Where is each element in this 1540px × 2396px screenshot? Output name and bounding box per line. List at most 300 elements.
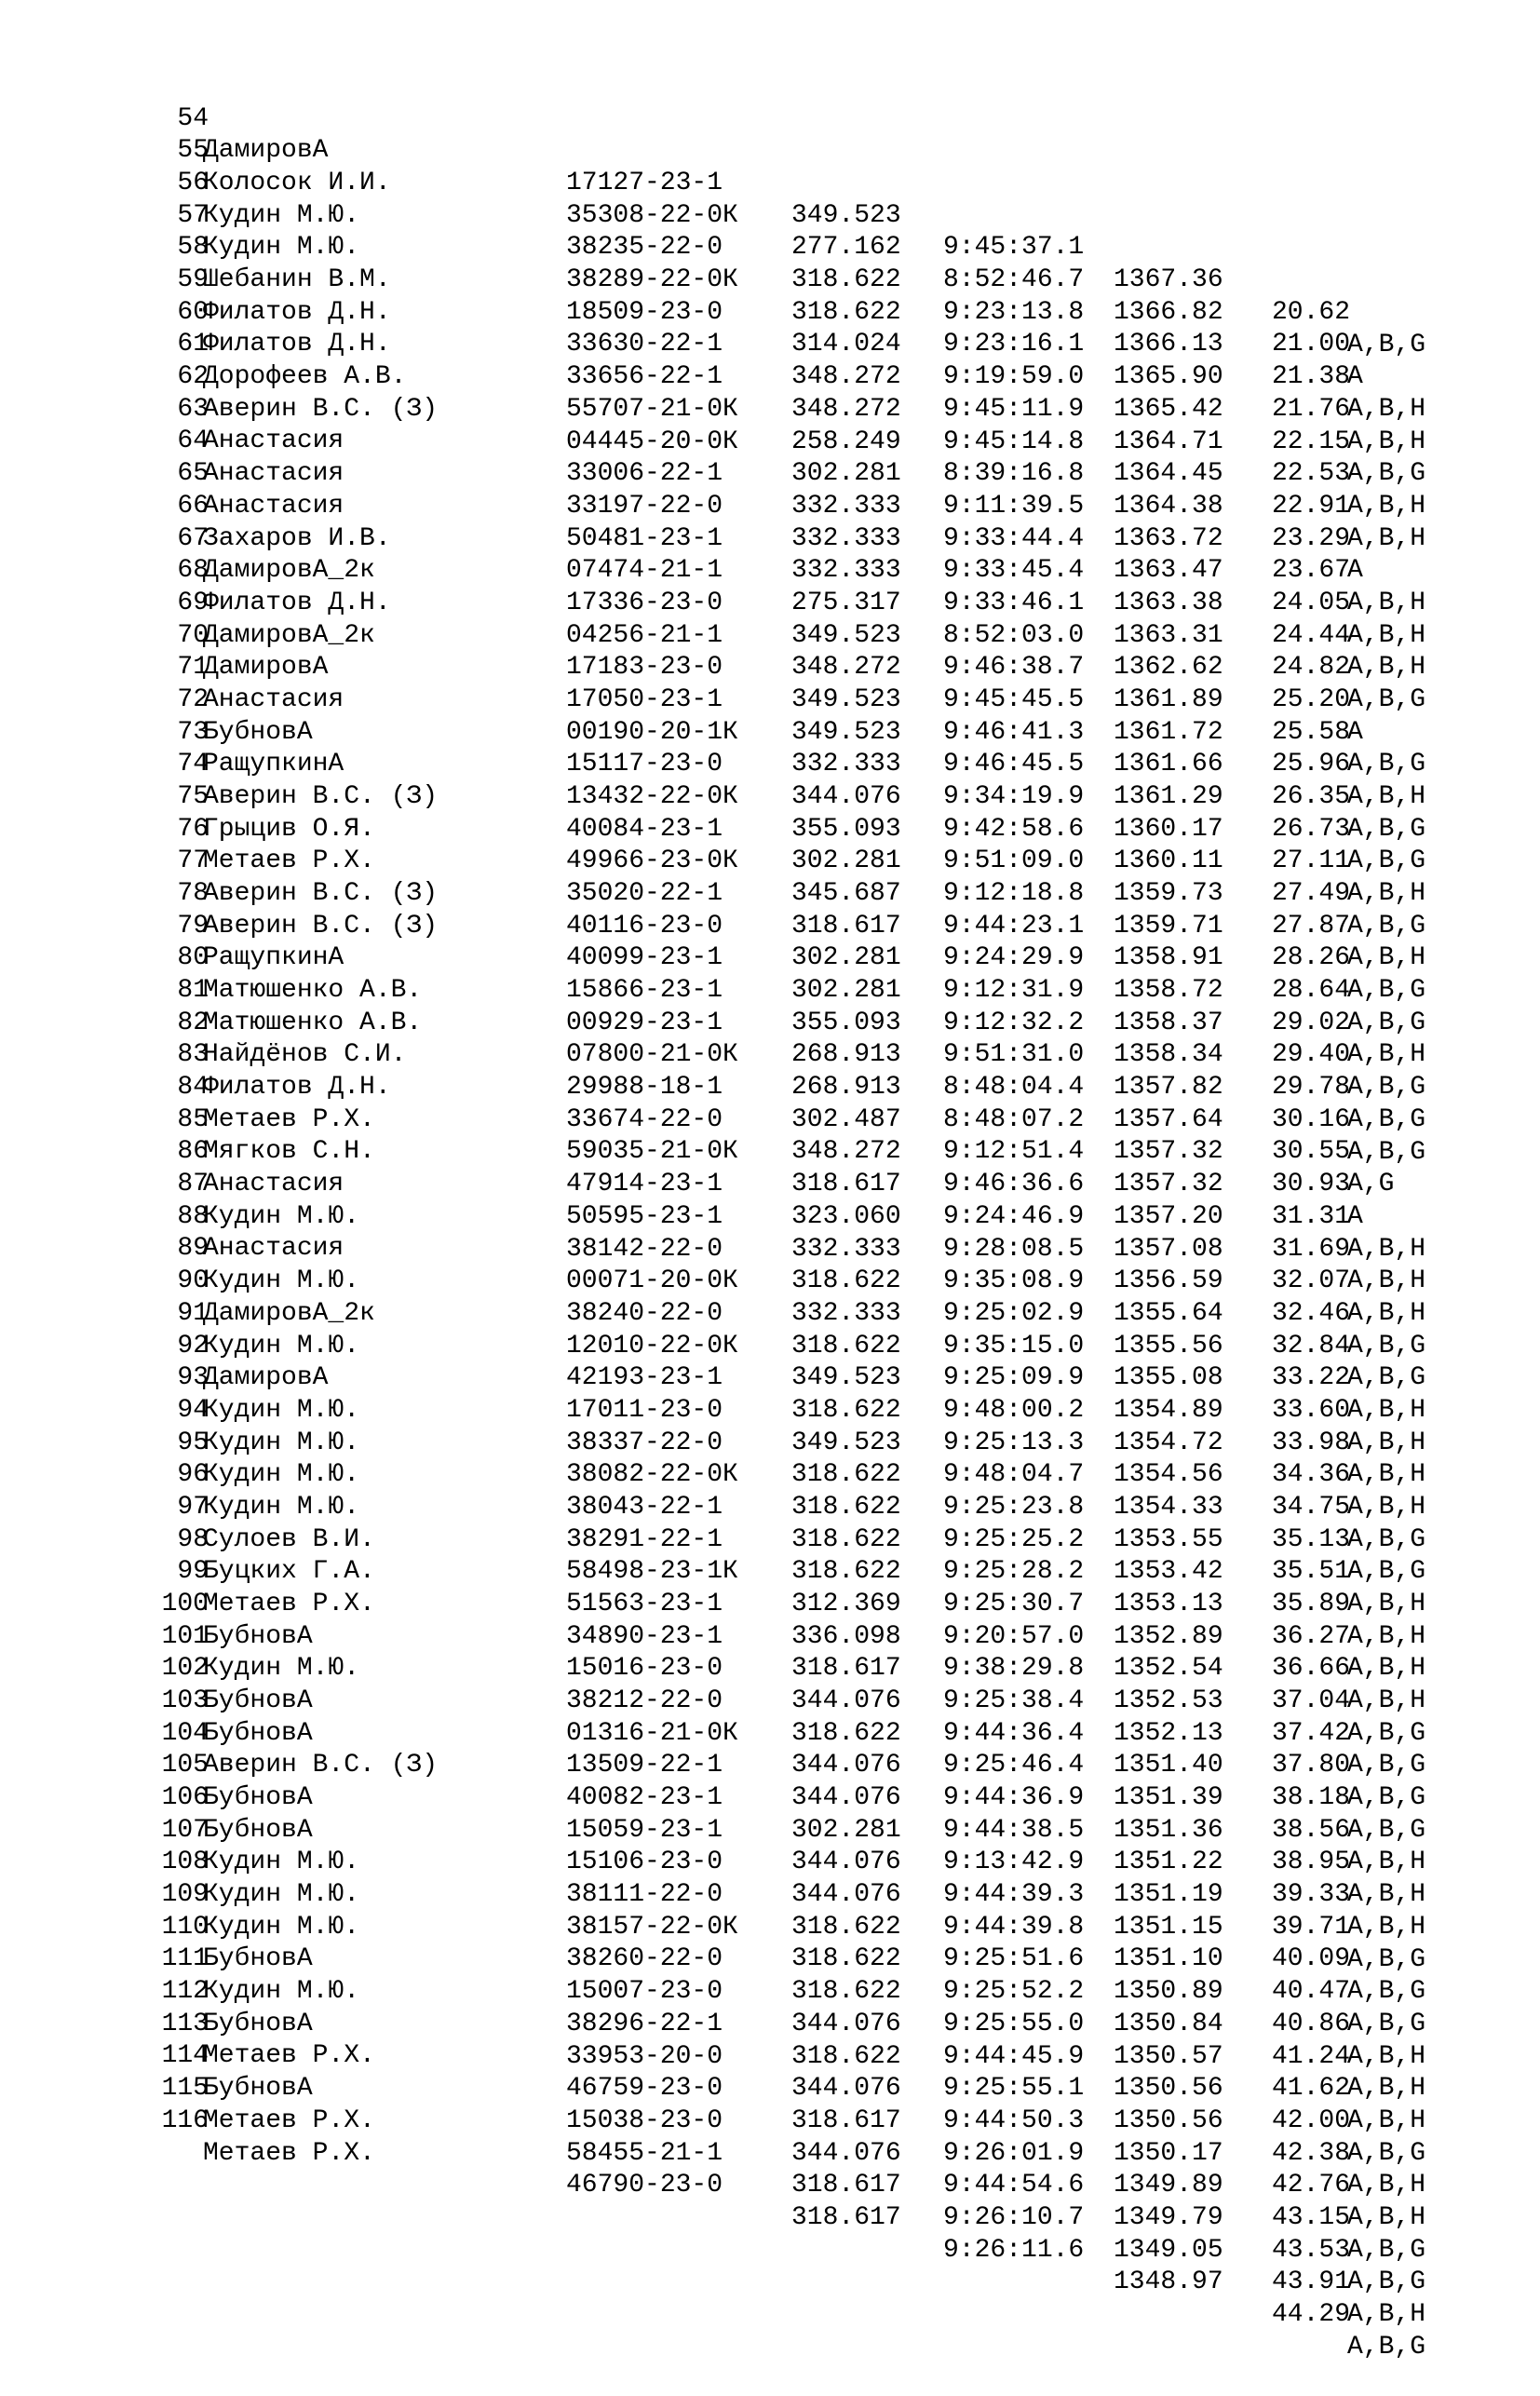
coefficient-value: 27.49 <box>1272 879 1351 909</box>
ring-number: 38157-22-0К <box>566 1912 738 1942</box>
speed-value: 1350.17 <box>1114 2138 1223 2168</box>
arrival-time: 9:46:41.3 <box>943 717 1085 747</box>
category-flags: A,B,H <box>1347 1460 1426 1490</box>
coefficient-value: 31.31 <box>1272 1201 1351 1231</box>
distance-value: 332.333 <box>791 556 901 586</box>
ring-number: 17336-23-0 <box>566 588 723 617</box>
participant-name: Аверин В.С. (З) <box>203 394 439 424</box>
arrival-time: 9:44:38.5 <box>943 1815 1085 1845</box>
distance-value: 349.523 <box>791 620 901 650</box>
participant-name: Грыцив О.Я. <box>203 814 375 844</box>
place-number: 103 <box>161 1686 209 1715</box>
category-flags: A,B,H <box>1347 1912 1426 1942</box>
distance-value: 302.281 <box>791 846 901 876</box>
place-number: 97 <box>177 1492 209 1522</box>
distance-value: 318.622 <box>791 1557 901 1587</box>
arrival-time: 9:33:44.4 <box>943 523 1085 553</box>
category-flags: A <box>1347 556 1363 586</box>
category-flags: A,B,H <box>1347 782 1426 812</box>
category-flags: A,B,H <box>1347 1590 1426 1619</box>
participant-name: Дорофеев А.В. <box>203 362 407 392</box>
coefficient-value: 35.89 <box>1272 1590 1351 1618</box>
participant-name: Мягков С.Н. <box>203 1137 375 1167</box>
distance-value: 344.076 <box>791 2009 901 2038</box>
place-number: 87 <box>177 1170 209 1199</box>
category-flags: A,B,H <box>1347 1686 1426 1716</box>
ring-number: 40099-23-1 <box>566 943 723 973</box>
arrival-time: 9:45:37.1 <box>943 233 1085 263</box>
coefficient-value: 36.27 <box>1272 1621 1351 1651</box>
distance-value: 318.622 <box>791 1944 901 1974</box>
speed-value: 1351.39 <box>1114 1783 1223 1813</box>
coefficient-value: 42.76 <box>1272 2171 1351 2200</box>
ring-number: 46759-23-0 <box>566 2074 723 2104</box>
place-number: 65 <box>177 459 209 489</box>
category-flags: A,B,H <box>1347 1234 1426 1264</box>
arrival-time: 9:12:18.8 <box>943 879 1085 909</box>
speed-value: 1354.89 <box>1114 1395 1223 1425</box>
participant-name: Колосок И.И. <box>203 169 391 198</box>
place-number: 90 <box>177 1266 209 1296</box>
arrival-time: 9:44:39.3 <box>943 1880 1085 1910</box>
participant-name: ДамировА <box>203 653 329 683</box>
ring-number: 04445-20-0К <box>566 426 738 456</box>
place-number: 104 <box>161 1718 209 1748</box>
category-flags: A,B,H <box>1347 1395 1426 1425</box>
ring-number: 38142-22-0 <box>566 1234 723 1264</box>
coefficient-value: 40.86 <box>1272 2009 1351 2038</box>
ring-number: 17127-23-1 <box>566 169 723 198</box>
coefficient-value: 40.09 <box>1272 1944 1351 1974</box>
coefficient-value: 27.87 <box>1272 911 1351 941</box>
category-flags: A,B,H <box>1347 426 1426 456</box>
coefficient-value: 20.62 <box>1272 297 1351 327</box>
category-flags: A,B,G <box>1347 1073 1426 1103</box>
coefficient-value: 25.58 <box>1272 717 1351 747</box>
distance-value: 318.617 <box>791 2202 901 2232</box>
category-flags: A <box>1347 1201 1363 1231</box>
speed-value: 1351.40 <box>1114 1751 1223 1780</box>
participant-name: РащупкинА <box>203 750 344 779</box>
participant-name: Кудин М.Ю. <box>203 1331 360 1360</box>
arrival-time: 9:46:36.6 <box>943 1170 1085 1199</box>
category-flags: A,B,G <box>1347 2267 1426 2297</box>
category-flags: A,B,G <box>1347 2332 1426 2362</box>
place-number: 107 <box>161 1815 209 1845</box>
arrival-time: 9:26:10.7 <box>943 2202 1085 2232</box>
coefficient-value: 42.00 <box>1272 2105 1351 2135</box>
place-number: 93 <box>177 1363 209 1393</box>
coefficient-value: 22.53 <box>1272 459 1351 489</box>
category-flags: A,B,H <box>1347 1654 1426 1684</box>
speed-value: 1363.72 <box>1114 523 1223 553</box>
distance-value: 318.617 <box>791 911 901 941</box>
distance-value: 332.333 <box>791 750 901 779</box>
coefficient-value: 35.51 <box>1272 1557 1351 1587</box>
place-number: 82 <box>177 1008 209 1037</box>
ring-number: 15007-23-0 <box>566 1977 723 2007</box>
arrival-time: 9:25:09.9 <box>943 1363 1085 1393</box>
speed-value: 1355.56 <box>1114 1331 1223 1360</box>
arrival-time: 9:25:28.2 <box>943 1557 1085 1587</box>
place-number: 71 <box>177 653 209 683</box>
place-number: 57 <box>177 200 209 230</box>
participant-name: Филатов Д.Н. <box>203 1073 391 1103</box>
place-number: 80 <box>177 943 209 973</box>
distance-value: 318.622 <box>791 265 901 295</box>
arrival-time: 9:45:45.5 <box>943 684 1085 714</box>
category-flags: A,B,H <box>1347 523 1426 553</box>
speed-value: 1357.20 <box>1114 1201 1223 1231</box>
distance-value: 336.098 <box>791 1621 901 1651</box>
place-number: 66 <box>177 491 209 521</box>
arrival-time: 9:25:13.3 <box>943 1428 1085 1457</box>
coefficient-value: 23.29 <box>1272 523 1351 553</box>
speed-value: 1350.56 <box>1114 2105 1223 2135</box>
arrival-time: 9:26:01.9 <box>943 2138 1085 2168</box>
participant-name: Метаев Р.Х. <box>203 1104 375 1134</box>
participant-name: Буцких Г.А. <box>203 1557 375 1587</box>
place-number: 105 <box>161 1751 209 1780</box>
speed-value: 1367.36 <box>1114 265 1223 295</box>
participant-name: Кудин М.Ю. <box>203 1266 360 1296</box>
participant-name: Кудин М.Ю. <box>203 1428 360 1457</box>
category-flags: A,B,H <box>1347 1428 1426 1457</box>
speed-value: 1353.42 <box>1114 1557 1223 1587</box>
distance-value: 349.523 <box>791 200 901 230</box>
ring-number: 38289-22-0К <box>566 265 738 295</box>
participant-name: Метаев Р.Х. <box>203 2105 375 2135</box>
place-number: 56 <box>177 169 209 198</box>
participant-name: Кудин М.Ю. <box>203 200 360 230</box>
coefficient-value: 23.67 <box>1272 556 1351 586</box>
place-number: 68 <box>177 556 209 586</box>
place-number: 85 <box>177 1104 209 1134</box>
participant-name: Анастасия <box>203 426 344 456</box>
participant-name: Кудин М.Ю. <box>203 1492 360 1522</box>
category-flags: A,G <box>1347 1170 1395 1199</box>
speed-value: 1352.13 <box>1114 1718 1223 1748</box>
ring-number: 38212-22-0 <box>566 1686 723 1716</box>
place-number: 116 <box>161 2105 209 2135</box>
coefficient-value: 24.82 <box>1272 653 1351 683</box>
speed-value: 1351.10 <box>1114 1944 1223 1974</box>
coefficient-value: 33.22 <box>1272 1363 1351 1393</box>
category-flags: A,B,G <box>1347 1331 1426 1360</box>
arrival-time: 8:52:46.7 <box>943 265 1085 295</box>
speed-value: 1361.66 <box>1114 750 1223 779</box>
place-number: 63 <box>177 394 209 424</box>
participant-name: БубновА <box>203 1621 313 1651</box>
participant-name: ДамировА_2к <box>203 1298 375 1328</box>
category-flags: A,B,G <box>1347 1718 1426 1748</box>
category-flags: A,B,H <box>1347 1880 1426 1910</box>
distance-value: 349.523 <box>791 717 901 747</box>
ring-number: 12010-22-0К <box>566 1331 738 1360</box>
category-flags: A,B,H <box>1347 394 1426 424</box>
place-number: 76 <box>177 814 209 844</box>
arrival-time: 9:25:46.4 <box>943 1751 1085 1780</box>
coefficient-value: 26.73 <box>1272 814 1351 844</box>
arrival-time: 9:46:45.5 <box>943 750 1085 779</box>
place-number: 78 <box>177 879 209 908</box>
distance-value: 348.272 <box>791 1137 901 1167</box>
coefficient-value: 37.04 <box>1272 1686 1351 1716</box>
category-flags: A,B,G <box>1347 1104 1426 1134</box>
participant-name: Анастасия <box>203 684 344 714</box>
coefficient-value: 33.60 <box>1272 1395 1351 1425</box>
speed-value: 1351.36 <box>1114 1815 1223 1845</box>
place-number: 77 <box>177 846 209 876</box>
arrival-time: 9:24:29.9 <box>943 943 1085 973</box>
distance-value: 302.281 <box>791 1815 901 1845</box>
place-number: 75 <box>177 781 209 811</box>
arrival-time: 9:19:59.0 <box>943 362 1085 392</box>
place-number: 112 <box>161 1977 209 2007</box>
distance-value: 318.622 <box>791 2041 901 2071</box>
category-flags: A,B,H <box>1347 588 1426 617</box>
ring-number: 58455-21-1 <box>566 2138 723 2168</box>
speed-value: 1350.56 <box>1114 2074 1223 2104</box>
arrival-time: 9:33:46.1 <box>943 588 1085 617</box>
ring-number: 33197-22-0 <box>566 491 723 521</box>
ring-number: 58498-23-1К <box>566 1557 738 1587</box>
category-flags: A,B,G <box>1347 684 1426 714</box>
distance-value: 318.622 <box>791 1912 901 1942</box>
place-number: 72 <box>177 684 209 714</box>
speed-value: 1357.32 <box>1114 1170 1223 1199</box>
distance-value: 318.622 <box>791 1492 901 1522</box>
coefficient-value: 40.47 <box>1272 1977 1351 2007</box>
coefficient-value: 33.98 <box>1272 1428 1351 1457</box>
arrival-time: 9:45:14.8 <box>943 426 1085 456</box>
coefficient-value: 38.18 <box>1272 1783 1351 1813</box>
category-flags: A,B,G <box>1347 459 1426 489</box>
ring-number: 13432-22-0К <box>566 781 738 811</box>
ring-number: 15038-23-0 <box>566 2105 723 2135</box>
participant-name: Анастасия <box>203 1234 344 1264</box>
speed-value: 1357.32 <box>1114 1137 1223 1167</box>
coefficient-value: 39.33 <box>1272 1880 1351 1910</box>
distance-value: 355.093 <box>791 814 901 844</box>
arrival-time: 9:51:09.0 <box>943 846 1085 876</box>
participant-name: БубновА <box>203 717 313 747</box>
ring-number: 38235-22-0 <box>566 233 723 263</box>
participant-name: Филатов Д.Н. <box>203 588 391 617</box>
coefficient-value: 25.20 <box>1272 684 1351 714</box>
arrival-time: 9:33:45.4 <box>943 556 1085 586</box>
speed-value: 1359.71 <box>1114 911 1223 941</box>
distance-value: 318.622 <box>791 1266 901 1296</box>
coefficient-value: 30.55 <box>1272 1137 1351 1167</box>
ring-number: 38240-22-0 <box>566 1298 723 1328</box>
place-number: 94 <box>177 1395 209 1425</box>
ring-number: 34890-23-1 <box>566 1621 723 1651</box>
ring-number: 46790-23-0 <box>566 2171 723 2200</box>
speed-value: 1350.89 <box>1114 1977 1223 2007</box>
speed-value: 1352.89 <box>1114 1621 1223 1651</box>
category-flags: A,B,H <box>1347 653 1426 683</box>
place-number: 81 <box>177 976 209 1006</box>
distance-value: 345.687 <box>791 879 901 909</box>
coefficient-value: 25.96 <box>1272 750 1351 779</box>
place-number: 60 <box>177 297 209 327</box>
coefficient-value: 39.71 <box>1272 1912 1351 1942</box>
arrival-time: 9:44:23.1 <box>943 911 1085 941</box>
place-number: 98 <box>177 1524 209 1554</box>
place-number: 96 <box>177 1460 209 1490</box>
participant-name: Аверин В.С. (З) <box>203 879 439 908</box>
coefficient-value: 34.75 <box>1272 1492 1351 1522</box>
speed-value: 1366.82 <box>1114 297 1223 327</box>
ring-number: 15106-23-0 <box>566 1848 723 1877</box>
category-flags: A,B,G <box>1347 330 1426 359</box>
distance-value: 302.487 <box>791 1104 901 1134</box>
place-number: 84 <box>177 1073 209 1103</box>
speed-value: 1359.73 <box>1114 879 1223 909</box>
coefficient-value: 31.69 <box>1272 1234 1351 1264</box>
place-number: 73 <box>177 717 209 747</box>
arrival-time: 9:35:08.9 <box>943 1266 1085 1296</box>
place-number: 91 <box>177 1298 209 1328</box>
participant-name: Кудин М.Ю. <box>203 1460 360 1490</box>
place-number: 100 <box>161 1589 209 1618</box>
category-flags: A,B,G <box>1347 814 1426 844</box>
distance-value: 344.076 <box>791 1783 901 1813</box>
category-flags: A,B,H <box>1347 491 1426 521</box>
coefficient-value: 32.46 <box>1272 1298 1351 1328</box>
arrival-time: 8:48:07.2 <box>943 1104 1085 1134</box>
ring-number: 18509-23-0 <box>566 297 723 327</box>
coefficient-value: 43.15 <box>1272 2202 1351 2232</box>
participant-name: Кудин М.Ю. <box>203 1977 360 2007</box>
ring-number: 38043-22-1 <box>566 1492 723 1522</box>
category-flags: A,B,H <box>1347 620 1426 650</box>
participant-name: Аверин В.С. (З) <box>203 781 439 811</box>
participant-name: Метаев Р.Х. <box>203 1589 375 1618</box>
category-flags: A,B,H <box>1347 2041 1426 2071</box>
place-number: 83 <box>177 1040 209 1070</box>
place-number: 111 <box>161 1944 209 1974</box>
distance-value: 258.249 <box>791 426 901 456</box>
participant-name: Захаров И.В. <box>203 523 391 553</box>
category-flags: A,B,G <box>1347 1137 1426 1167</box>
participant-name: ДамировА_2к <box>203 620 375 650</box>
category-flags: A,B,G <box>1347 750 1426 779</box>
arrival-time: 9:13:42.9 <box>943 1848 1085 1877</box>
arrival-time: 9:44:39.8 <box>943 1912 1085 1942</box>
ring-number: 40084-23-1 <box>566 814 723 844</box>
distance-value: 332.333 <box>791 523 901 553</box>
coefficient-value: 32.07 <box>1272 1266 1351 1296</box>
ring-number: 40082-23-1 <box>566 1783 723 1813</box>
distance-value: 318.617 <box>791 1170 901 1199</box>
speed-value: 1348.97 <box>1114 2267 1223 2297</box>
arrival-time: 9:48:04.7 <box>943 1460 1085 1490</box>
distance-value: 275.317 <box>791 588 901 617</box>
participant-name: Матюшенко А.В. <box>203 976 423 1006</box>
category-flags: A,B,H <box>1347 1298 1426 1328</box>
participant-name: Метаев Р.Х. <box>203 2041 375 2071</box>
participant-name: Филатов Д.Н. <box>203 297 391 327</box>
distance-value: 302.281 <box>791 976 901 1006</box>
speed-value: 1352.53 <box>1114 1686 1223 1716</box>
speed-value: 1354.72 <box>1114 1428 1223 1457</box>
speed-value: 1353.13 <box>1114 1590 1223 1618</box>
distance-value: 349.523 <box>791 684 901 714</box>
speed-value: 1351.22 <box>1114 1848 1223 1877</box>
category-flags: A,B,H <box>1347 1266 1426 1296</box>
distance-value: 344.076 <box>791 781 901 811</box>
ring-number: 50595-23-1 <box>566 1201 723 1231</box>
category-flags: A,B,G <box>1347 1557 1426 1587</box>
distance-value: 318.622 <box>791 1718 901 1748</box>
participant-name: Анастасия <box>203 1170 344 1199</box>
distance-value: 344.076 <box>791 1686 901 1716</box>
ring-number: 33674-22-0 <box>566 1104 723 1134</box>
distance-value: 318.622 <box>791 1524 901 1554</box>
category-flags: A,B,G <box>1347 1977 1426 2007</box>
distance-value: 312.369 <box>791 1589 901 1618</box>
arrival-time: 9:44:45.9 <box>943 2041 1085 2071</box>
coefficient-value: 24.44 <box>1272 620 1351 650</box>
distance-value: 348.272 <box>791 653 901 683</box>
place-number: 95 <box>177 1428 209 1457</box>
ring-number: 01316-21-0К <box>566 1718 738 1748</box>
category-flags: A,B,H <box>1347 943 1426 973</box>
coefficient-value: 21.76 <box>1272 394 1351 424</box>
category-flags: A,B,H <box>1347 2171 1426 2200</box>
ring-number: 38291-22-1 <box>566 1524 723 1554</box>
arrival-time: 9:46:38.7 <box>943 653 1085 683</box>
category-flags: A,B,H <box>1347 2299 1426 2329</box>
place-number: 109 <box>161 1880 209 1910</box>
coefficient-value: 24.05 <box>1272 588 1351 617</box>
speed-value: 1350.57 <box>1114 2041 1223 2071</box>
distance-value: 268.913 <box>791 1040 901 1070</box>
participant-name: БубновА <box>203 1686 313 1715</box>
participant-name: Найдёнов С.И. <box>203 1040 407 1070</box>
ring-number: 15059-23-1 <box>566 1815 723 1845</box>
distance-value: 344.076 <box>791 2074 901 2104</box>
ring-number: 38337-22-0 <box>566 1428 723 1457</box>
arrival-time: 9:12:32.2 <box>943 1008 1085 1037</box>
speed-value: 1351.15 <box>1114 1912 1223 1942</box>
participant-name: БубновА <box>203 2009 313 2038</box>
arrival-time: 9:25:25.2 <box>943 1524 1085 1554</box>
arrival-time: 9:44:36.4 <box>943 1718 1085 1748</box>
coefficient-value: 21.00 <box>1272 330 1351 359</box>
participant-name: Сулоев В.И. <box>203 1524 375 1554</box>
coefficient-value: 28.26 <box>1272 943 1351 973</box>
coefficient-value: 43.91 <box>1272 2267 1351 2297</box>
place-number: 69 <box>177 588 209 617</box>
place-number: 59 <box>177 265 209 295</box>
category-flags: A,B,G <box>1347 1944 1426 1974</box>
distance-value: 349.523 <box>791 1363 901 1393</box>
ring-number: 33656-22-1 <box>566 362 723 392</box>
participant-name: БубновА <box>203 2074 313 2104</box>
ring-number: 47914-23-1 <box>566 1170 723 1199</box>
ring-number: 00190-20-1К <box>566 717 738 747</box>
ring-number: 33006-22-1 <box>566 459 723 489</box>
place-number: 67 <box>177 523 209 553</box>
place-number: 54 <box>177 103 209 133</box>
distance-value: 318.617 <box>791 2171 901 2200</box>
ring-number: 17011-23-0 <box>566 1395 723 1425</box>
participant-name: Кудин М.Ю. <box>203 1201 360 1231</box>
distance-value: 318.622 <box>791 1331 901 1360</box>
